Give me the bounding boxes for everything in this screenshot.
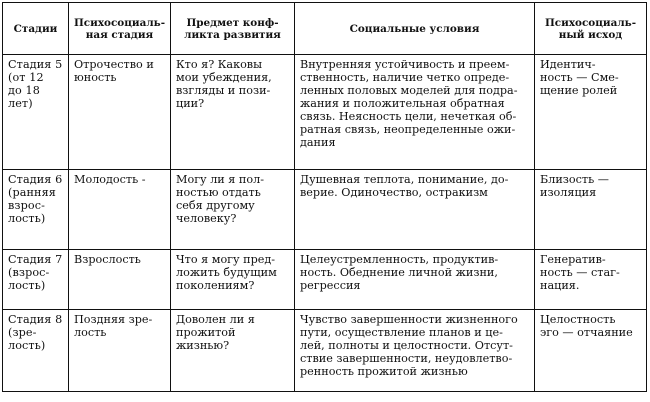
cell-social-conditions: Внутренняя устойчивость и преем- ственность, наличие четко опреде- ленных половых моделей для подра- жания и положительная обратная связь. Неясность цели, нечеткая об- ратная связь, неопределенные ожи- дания bbox=[295, 55, 535, 170]
cell-psychosocial-stage: Поздняя зре- лость bbox=[69, 310, 171, 392]
table-header-row bbox=[3, 3, 647, 55]
table-row bbox=[3, 250, 647, 310]
cell-stage: Стадия 7 (взрос- лость) bbox=[3, 250, 69, 310]
table-row bbox=[3, 310, 647, 392]
cell-social-conditions: Целеустремленность, продуктив- ность. Обеднение личной жизни, регрессия bbox=[295, 250, 535, 310]
cell-psychosocial-stage: Взрослость bbox=[69, 250, 171, 310]
cell-conflict: Что я могу пред- ложить будущим поколениям? bbox=[171, 250, 295, 310]
cell-outcome: Близость — изоляция bbox=[535, 170, 647, 250]
cell-outcome: Идентич- ность — Сме- щение ролей bbox=[535, 55, 647, 170]
header-social-conditions: Социальные условия bbox=[295, 3, 535, 55]
document-page bbox=[2, 2, 646, 398]
cell-conflict: Кто я? Каковы мои убеждения, взгляды и пози- ции? bbox=[171, 55, 295, 170]
cell-stage: Стадия 6 (ранняя взрос- лость) bbox=[3, 170, 69, 250]
cell-conflict: Могу ли я пол- ностью отдать себя другому человеку? bbox=[171, 170, 295, 250]
header-psychosocial-stage: Психосоциаль- ная стадия bbox=[69, 3, 171, 55]
table-row bbox=[3, 170, 647, 250]
cell-stage: Стадия 5 (от 12 до 18 лет) bbox=[3, 55, 69, 170]
header-conflict-subject: Предмет конф- ликта развития bbox=[171, 3, 295, 55]
header-psychosocial-outcome: Психосоциаль- ный исход bbox=[535, 3, 647, 55]
erikson-stages-table bbox=[2, 2, 647, 392]
table-row bbox=[3, 55, 647, 170]
header-stages: Стадии bbox=[3, 3, 69, 55]
cell-social-conditions: Душевная теплота, понимание, до- верие. Одиночество, остракизм bbox=[295, 170, 535, 250]
cell-outcome: Генератив- ность — стаг- нация. bbox=[535, 250, 647, 310]
cell-outcome: Целостность эго — отчаяние bbox=[535, 310, 647, 392]
cell-conflict: Доволен ли я прожитой жизнью? bbox=[171, 310, 295, 392]
cell-psychosocial-stage: Отрочество и юность bbox=[69, 55, 171, 170]
cell-social-conditions: Чувство завершенности жизненного пути, осуществление планов и це- лей, полноты и целостности. Отсут- ствие завершенности, неудовлетво- ренность прожитой жизнью bbox=[295, 310, 535, 392]
cell-psychosocial-stage: Молодость - bbox=[69, 170, 171, 250]
cell-stage: Стадия 8 (зре- лость) bbox=[3, 310, 69, 392]
